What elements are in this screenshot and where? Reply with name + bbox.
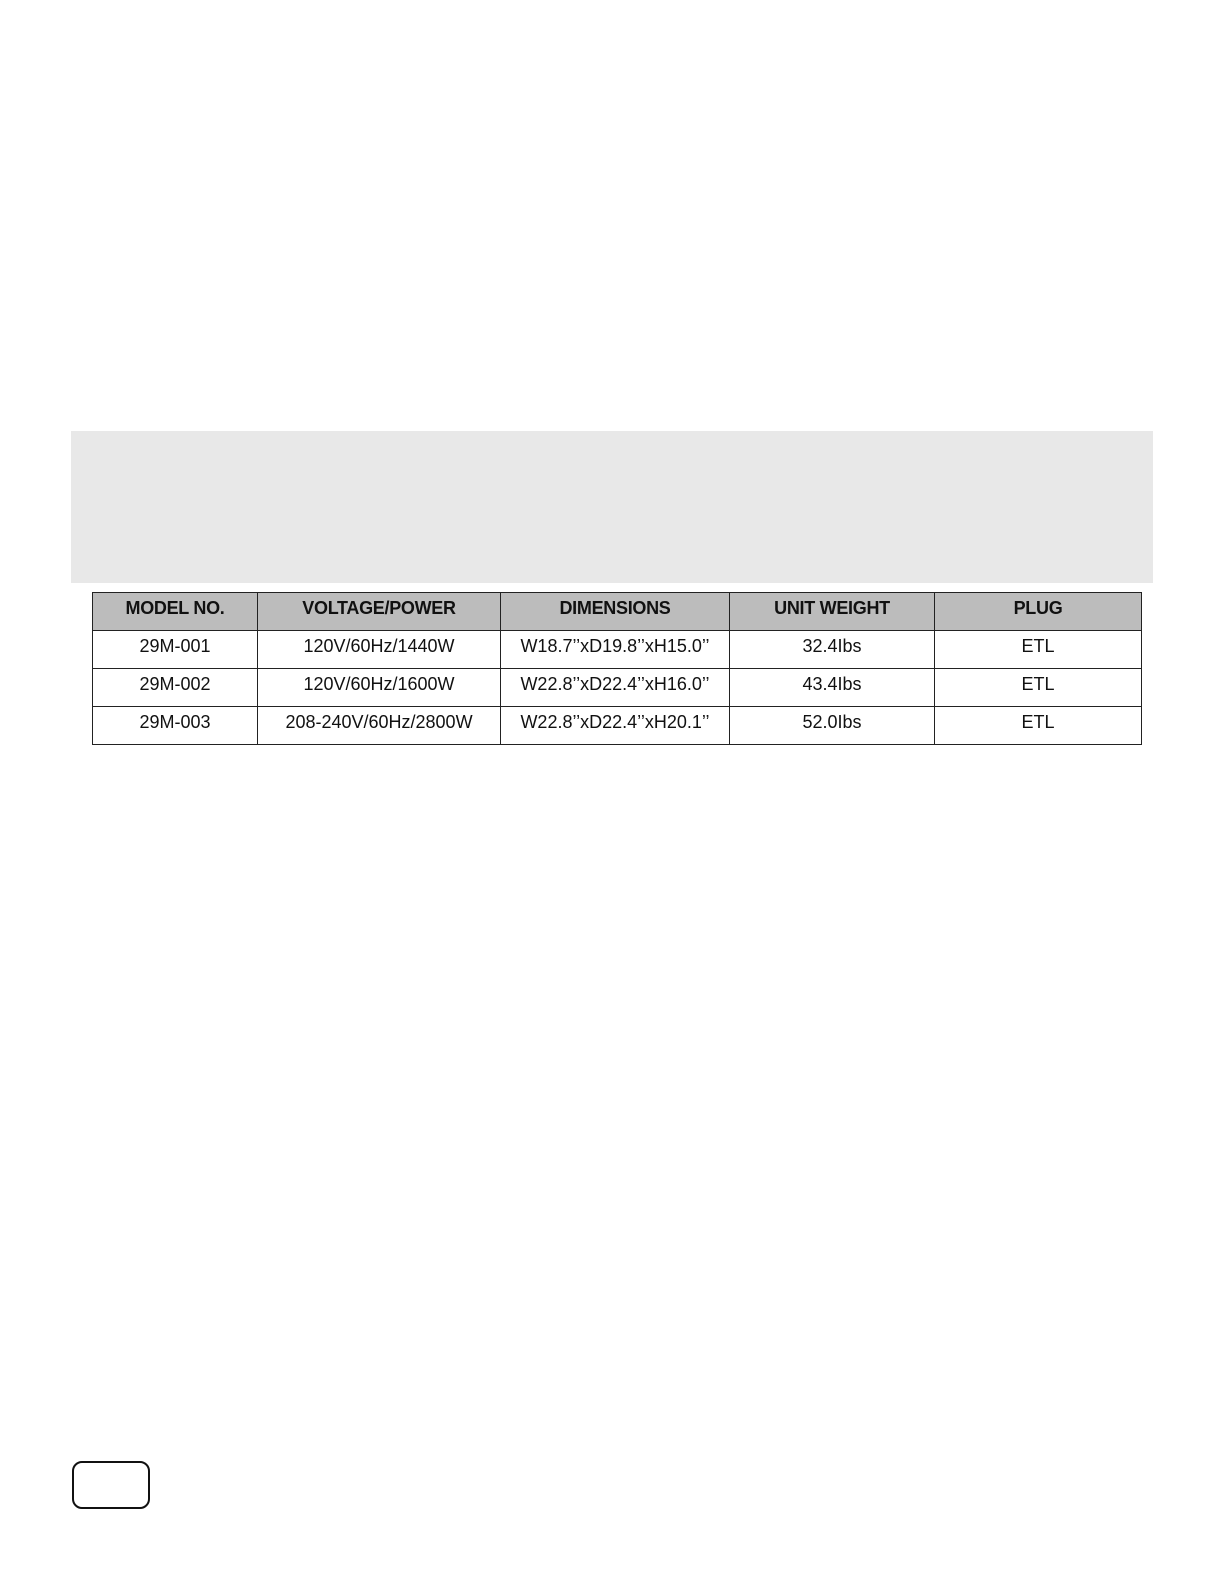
cell-dimensions: W18.7’’xD19.8’’xH15.0’’ bbox=[501, 631, 730, 669]
table-row bbox=[93, 707, 1142, 745]
header-model-no: MODEL NO. bbox=[93, 593, 258, 631]
cell-unit-weight: 32.4Ibs bbox=[730, 631, 935, 669]
cell-model-no: 29M-001 bbox=[93, 631, 258, 669]
cell-plug: ETL bbox=[935, 707, 1142, 745]
cell-voltage-power: 120V/60Hz/1600W bbox=[258, 669, 501, 707]
header-band bbox=[71, 431, 1153, 583]
header-plug: PLUG bbox=[935, 593, 1142, 631]
cell-model-no: 29M-002 bbox=[93, 669, 258, 707]
header-dimensions: DIMENSIONS bbox=[501, 593, 730, 631]
page-number-box bbox=[72, 1461, 150, 1509]
cell-voltage-power: 120V/60Hz/1440W bbox=[258, 631, 501, 669]
cell-voltage-power: 208-240V/60Hz/2800W bbox=[258, 707, 501, 745]
cell-plug: ETL bbox=[935, 631, 1142, 669]
cell-model-no: 29M-003 bbox=[93, 707, 258, 745]
header-voltage-power: VOLTAGE/POWER bbox=[258, 593, 501, 631]
header-unit-weight: UNIT WEIGHT bbox=[730, 593, 935, 631]
table-row bbox=[93, 669, 1142, 707]
cell-dimensions: W22.8’’xD22.4’’xH20.1’’ bbox=[501, 707, 730, 745]
cell-unit-weight: 52.0Ibs bbox=[730, 707, 935, 745]
cell-dimensions: W22.8’’xD22.4’’xH16.0’’ bbox=[501, 669, 730, 707]
cell-plug: ETL bbox=[935, 669, 1142, 707]
cell-unit-weight: 43.4Ibs bbox=[730, 669, 935, 707]
table-row bbox=[93, 631, 1142, 669]
spec-table bbox=[92, 592, 1142, 745]
table-header-row bbox=[93, 593, 1142, 631]
